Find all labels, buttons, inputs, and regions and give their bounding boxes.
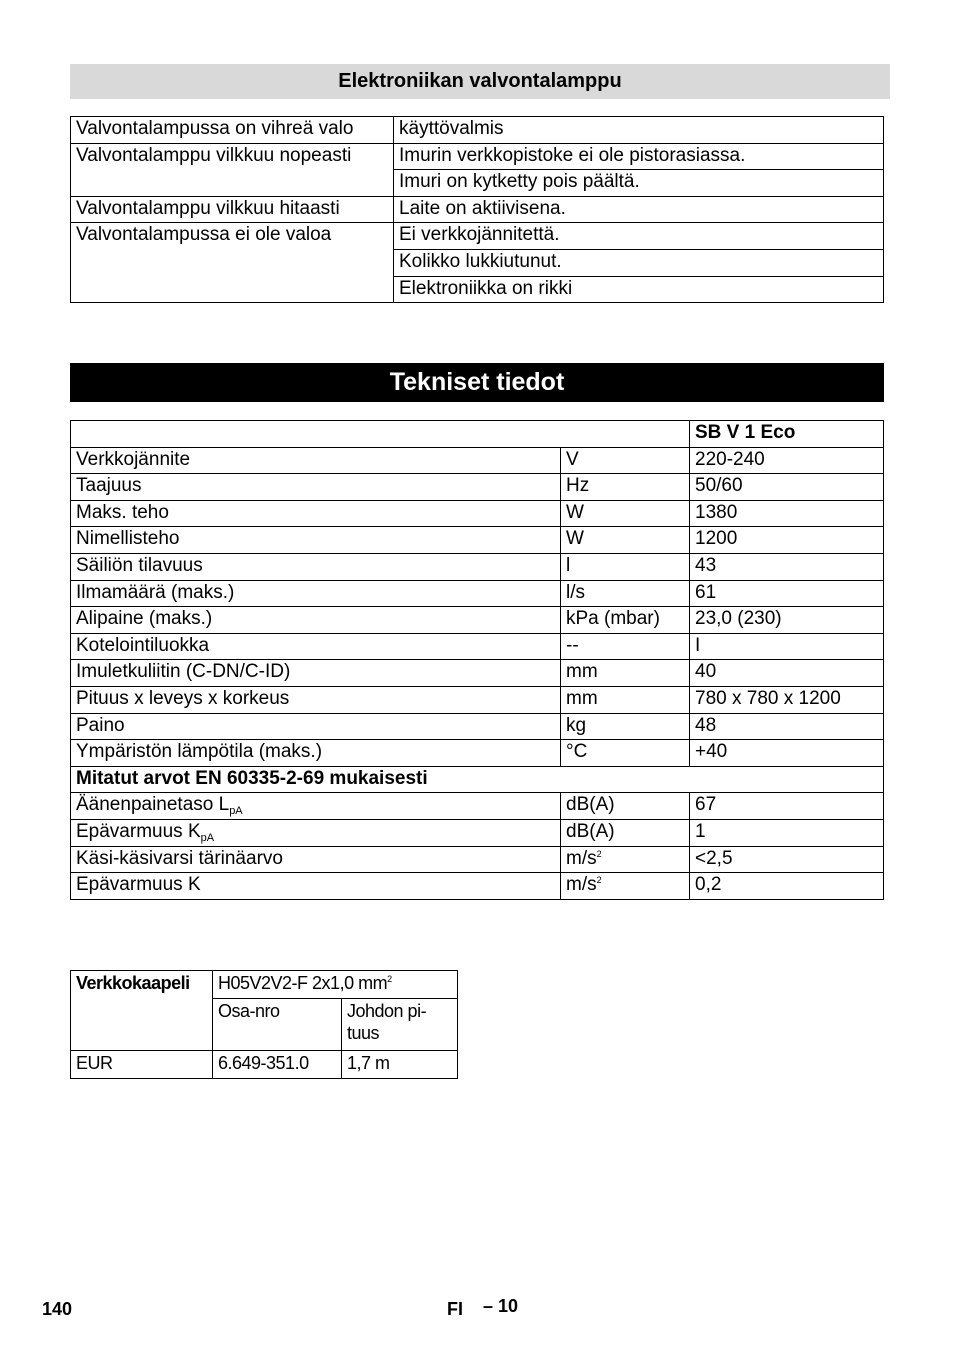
spec-value: 780 x 780 x 1200 [690,686,884,713]
spec-row [71,500,884,527]
lamp-meaning: Laite on aktiivisena. [394,196,884,223]
spec-unit [561,527,690,554]
spec-value: 23,0 (230) [690,607,884,634]
lamp-row [71,196,884,223]
spec-unit-text: mm [566,687,598,709]
cable-header-label: Verkkokaapeli [71,971,213,1051]
spec-row [71,846,884,873]
indicator-lamp-table [70,116,884,303]
spec-unit-text: kg [566,714,587,736]
spec-label [71,553,561,580]
spec-unit-superscript: 2 [596,848,602,859]
spec-label-text: Epävarmuus K [76,874,201,896]
spec-unit-text: l [566,554,571,576]
model-name: SB V 1 Eco [690,421,884,448]
spec-row [71,873,884,900]
spec-value: 48 [690,713,884,740]
spec-unit [561,793,690,820]
lamp-state: Valvontalamppu vilkkuu nopeasti [71,143,394,196]
spec-unit [561,686,690,713]
spec-label-text: Taajuus [76,475,142,497]
technical-data-title: Tekniset tiedot [70,363,884,402]
measured-values-header-row [71,766,884,793]
spec-unit [561,819,690,846]
spec-label-text: Säiliön tilavuus [76,554,203,576]
spec-unit [561,873,690,900]
spec-unit [561,713,690,740]
cable-type: H05V2V2-F 2x1,0 mm [218,973,388,993]
spec-value: 50/60 [690,474,884,501]
lamp-row [71,117,884,144]
spec-row [71,740,884,767]
spec-label-subscript: pA [229,805,243,818]
spec-unit-text: dB(A) [566,820,615,842]
measured-values-header: Mitatut arvot EN 60335-2-69 mukaisesti [71,766,884,793]
spec-label [71,846,561,873]
spec-unit-text: mm [566,661,598,683]
spec-unit-superscript: 2 [596,875,602,886]
spec-unit-text: -- [566,634,579,656]
spec-unit [561,607,690,634]
spec-label-text: Pituus x leveys x korkeus [76,687,290,709]
spec-label-text: Käsi-käsivarsi tärinäarvo [76,847,283,869]
cable-part-number: 6.649-351.0 [213,1051,342,1079]
spec-label [71,686,561,713]
spec-unit [561,846,690,873]
spec-unit-text: l/s [566,581,585,603]
spec-row [71,474,884,501]
spec-row [71,527,884,554]
spec-label [71,607,561,634]
spec-unit [561,660,690,687]
cable-type-row [71,971,458,999]
spec-unit-text: W [566,501,584,523]
cable-type-cell [213,971,458,999]
lamp-section-title: Elektroniikan valvontalamppu [70,64,890,99]
lamp-meaning: Elektroniikka on rikki [394,276,884,303]
spec-value: 43 [690,553,884,580]
spec-unit-text: V [566,448,579,470]
lamp-state: Valvontalampussa ei ole valoa [71,223,394,303]
spec-label [71,500,561,527]
spec-label [71,713,561,740]
spec-label [71,819,561,846]
spec-unit-text: m/s [566,874,597,896]
spec-row [71,633,884,660]
spec-label [71,474,561,501]
spec-value: 40 [690,660,884,687]
spec-value: I [690,633,884,660]
spec-value: <2,5 [690,846,884,873]
spec-unit [561,580,690,607]
spec-row [71,793,884,820]
spec-value: 1 [690,819,884,846]
spec-label [71,580,561,607]
cable-length: 1,7 m [342,1051,458,1079]
spec-row [71,713,884,740]
spec-label-text: Ilmamäärä (maks.) [76,581,235,603]
lamp-meaning: Imuri on kytketty pois päältä. [394,170,884,197]
lamp-row [71,223,884,250]
spec-unit-text: m/s [566,847,597,869]
spec-unit [561,474,690,501]
model-header-empty-cell [71,421,690,448]
spec-label-text: Ympäristön lämpötila (maks.) [76,741,323,763]
spec-row [71,553,884,580]
spec-unit [561,447,690,474]
spec-label [71,633,561,660]
language-code: FI [447,1299,463,1319]
spec-row [71,447,884,474]
spec-row [71,660,884,687]
model-header-row [71,421,884,448]
spec-label-text: Verkkojännite [76,448,191,470]
sub-page-number: – 10 [483,1296,519,1316]
power-cable-table [70,970,458,1079]
lamp-meaning: käyttövalmis [394,117,884,144]
spec-label [71,660,561,687]
cable-data-row [71,1051,458,1079]
spec-value: 0,2 [690,873,884,900]
spec-unit-text: W [566,528,584,550]
spec-unit-text: °C [566,741,588,763]
spec-label-text: Äänenpainetaso L [76,794,230,816]
spec-unit-text: Hz [566,475,590,497]
spec-unit [561,633,690,660]
cable-length-header: Johdon pi- tuus [342,999,458,1051]
spec-row [71,686,884,713]
spec-label [71,447,561,474]
lamp-row [71,143,884,170]
technical-data-table [70,420,884,900]
lamp-meaning: Kolikko lukkiutunut. [394,249,884,276]
part-number-header: Osa-nro [213,999,342,1051]
cable-region: EUR [71,1051,213,1079]
lamp-meaning: Ei verkkojännitettä. [394,223,884,250]
spec-label-text: Imuletkuliitin (C-DN/C-ID) [76,661,291,683]
spec-unit-text: dB(A) [566,794,615,816]
spec-unit-text: kPa (mbar) [566,608,660,630]
spec-unit [561,740,690,767]
page-number: 140 [42,1299,73,1319]
spec-label [71,740,561,767]
spec-value: 1380 [690,500,884,527]
spec-value: 220-240 [690,447,884,474]
spec-label [71,527,561,554]
spec-value: 61 [690,580,884,607]
spec-row [71,580,884,607]
lamp-state: Valvontalampussa on vihreä valo [71,117,394,144]
spec-label-text: Epävarmuus K [76,820,201,842]
spec-label-text: Nimellisteho [76,528,180,550]
spec-label-subscript: pA [200,831,215,844]
spec-row [71,819,884,846]
spec-label-text: Kotelointiluokka [76,634,210,656]
spec-label-text: Alipaine (maks.) [76,608,213,630]
spec-unit [561,500,690,527]
spec-unit [561,553,690,580]
spec-value: +40 [690,740,884,767]
spec-value: 67 [690,793,884,820]
lamp-meaning: Imurin verkkopistoke ei ole pistorasiassa. [394,143,884,170]
spec-label-text: Paino [76,714,125,736]
spec-label [71,793,561,820]
spec-row [71,607,884,634]
spec-value: 1200 [690,527,884,554]
spec-label [71,873,561,900]
spec-label-text: Maks. teho [76,501,169,523]
lamp-state: Valvontalamppu vilkkuu hitaasti [71,196,394,223]
cable-type-sup: 2 [387,974,392,984]
